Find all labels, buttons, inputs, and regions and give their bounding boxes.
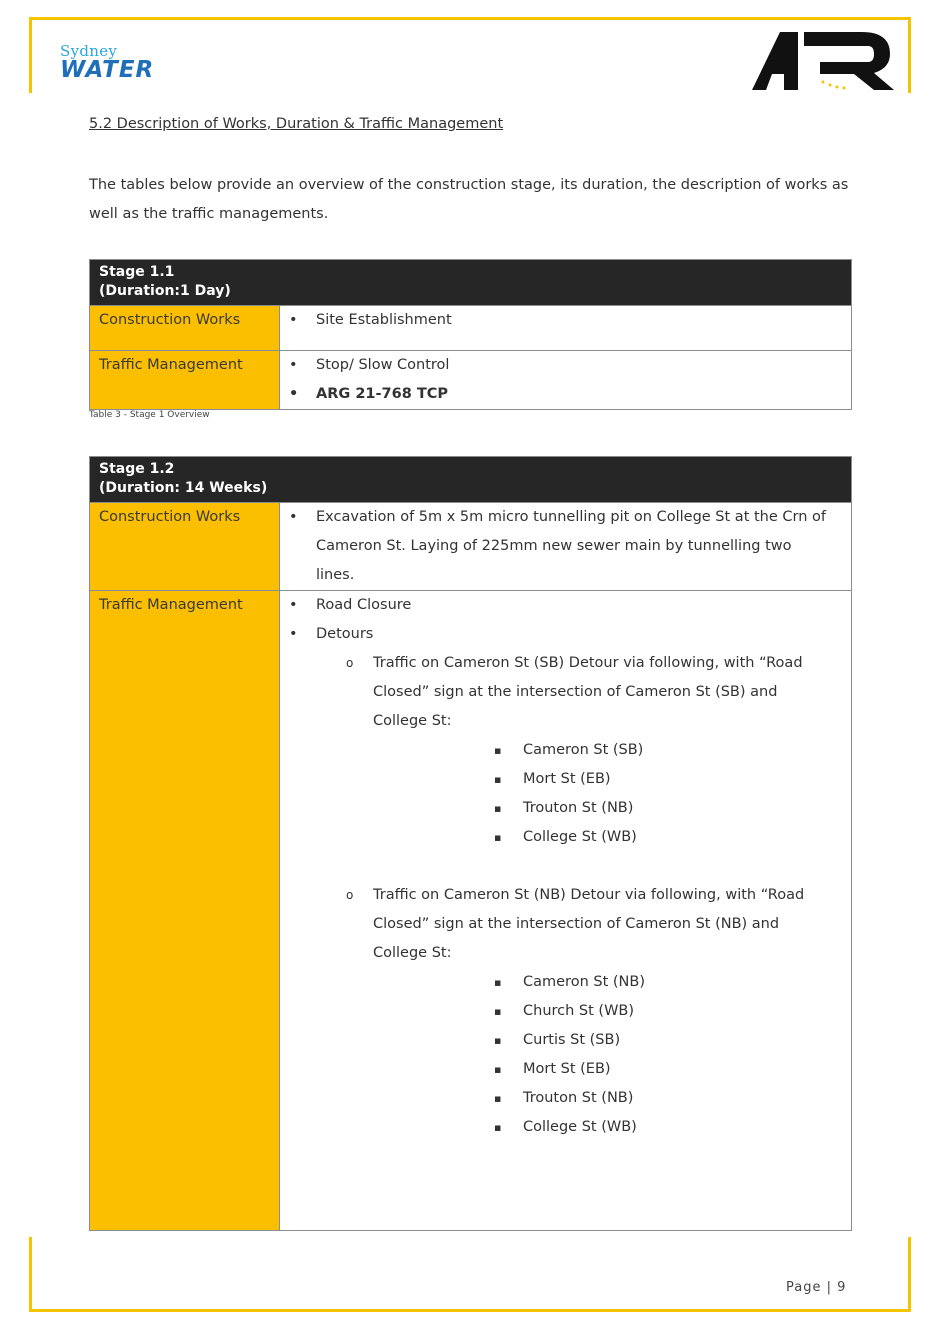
section-heading: 5.2 Description of Works, Duration & Traffic Management	[89, 116, 504, 132]
logo-line2: WATER	[60, 57, 155, 83]
detour-street: ▪ Church St (WB)	[373, 997, 831, 1026]
detour-2	[280, 881, 851, 1142]
construction-works-label: Construction Works	[90, 503, 280, 591]
stage-1-2-table	[89, 456, 852, 1231]
page-frame-top-right	[908, 17, 911, 93]
detour-street: ▪ Mort St (EB)	[373, 765, 831, 794]
detour-street: ▪ College St (WB)	[373, 1113, 831, 1142]
detour-street: ▪ Cameron St (NB)	[373, 968, 831, 997]
detour-street: ▪ Cameron St (SB)	[373, 736, 831, 765]
page-frame-bottom	[29, 1309, 911, 1312]
stage-title: Stage 1.2	[99, 461, 175, 477]
construction-works-label: Construction Works	[90, 306, 280, 351]
detour-street: ▪ Trouton St (NB)	[373, 794, 831, 823]
construction-works-content	[280, 306, 852, 351]
stage-header	[90, 457, 852, 503]
list-item: • Road Closure	[280, 591, 851, 620]
page-frame-bottom-right	[908, 1237, 911, 1312]
detour-street: ▪ Curtis St (SB)	[373, 1026, 831, 1055]
page-frame-top	[29, 17, 911, 20]
sydney-water-logo	[60, 42, 154, 83]
stage-header	[90, 260, 852, 306]
list-item: • Stop/ Slow Control	[280, 351, 851, 380]
detour-street: ▪ College St (WB)	[373, 823, 831, 852]
stage-title: Stage 1.1	[99, 264, 175, 280]
stage-duration: (Duration:1 Day)	[99, 283, 231, 299]
stage-1-1-table	[89, 259, 852, 410]
list-item: • Detours	[280, 620, 851, 649]
table-caption: Table 3 - Stage 1 Overview	[89, 410, 210, 420]
detour-street: ▪ Trouton St (NB)	[373, 1084, 831, 1113]
traffic-management-label: Traffic Management	[90, 351, 280, 410]
detour-2-text: Traffic on Cameron St (NB) Detour via following, with “Road Closed” sign at the intersection of Cameron St (NB) and College St:	[373, 887, 805, 961]
ar-logo	[750, 28, 898, 96]
detour-street: ▪ Mort St (EB)	[373, 1055, 831, 1084]
page-frame-top-left	[29, 17, 32, 93]
detour-1	[280, 649, 851, 852]
intro-paragraph: The tables below provide an overview of the construction stage, its duration, the description of works as well as the traffic managements.	[89, 177, 849, 222]
list-item: • Site Establishment	[280, 306, 851, 335]
traffic-management-content	[280, 351, 852, 410]
tcp-reference: • ARG 21-768 TCP	[280, 380, 851, 409]
traffic-management-label: Traffic Management	[90, 591, 280, 1231]
construction-works-content	[280, 503, 852, 591]
page-frame-bottom-left	[29, 1237, 32, 1312]
detour-1-text: Traffic on Cameron St (SB) Detour via following, with “Road Closed” sign at the intersection of Cameron St (SB) and College St:	[373, 655, 803, 729]
traffic-management-content	[280, 591, 852, 1231]
page-number: Page | 9	[786, 1280, 847, 1295]
logo-line1: Sydney	[60, 42, 118, 60]
list-item: • Excavation of 5m x 5m micro tunnelling pit on College St at the Crn of Cameron St. Laying of 225mm new sewer main by tunnelling two lines.	[280, 503, 851, 590]
stage-duration: (Duration: 14 Weeks)	[99, 480, 268, 496]
